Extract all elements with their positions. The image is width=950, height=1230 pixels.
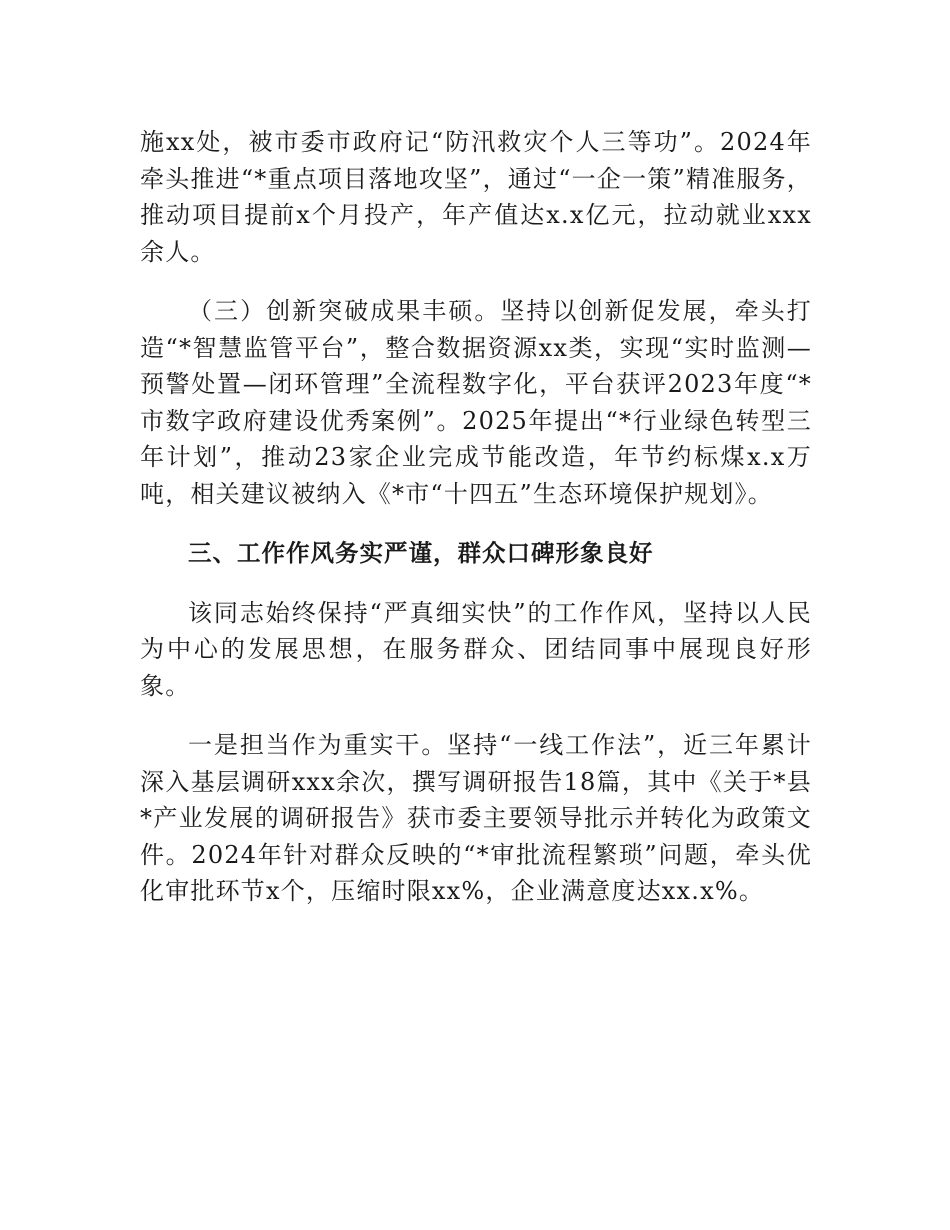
document-body (140, 124, 812, 933)
paragraph-innovation: （三）创新突破成果丰硕。坚持以创新促发展，牵头打造“*智慧监管平台”，整合数据资源xx类，实现“实时监测—预警处置—闭环管理”全流程数字化，平台获评2023年度“*市数字政府建设优秀案例”。2025年提出“*行业绿色转型三年计划”，推动23家企业完成节能改造，年节约标煤x.x万吨，相关建议被纳入《*市“十四五”生态环境保护规划》。 (140, 297, 812, 508)
section-heading-work-style: 三、工作作风务实严谨，群众口碑形象良好 (188, 539, 654, 567)
paragraph-hands-on: 一是担当作为重实干。坚持“一线工作法”，近三年累计深入基层调研xxx余次，撰写调研报告18篇，其中《关于*县*产业发展的调研报告》获市委主要领导批示并转化为政策文件。2024年针对群众反映的“*审批流程繁琐”问题，牵头优化审批环节x个，压缩时限xx%，企业满意度达xx.x%。 (140, 731, 812, 905)
paragraph-work-style-intro: 该同志始终保持“严真细实快”的工作作风，坚持以人民为中心的发展思想，在服务群众、团结同事中展现良好形象。 (140, 598, 812, 700)
paragraph-continuation: 施xx处，被市委市政府记“防汛救灾个人三等功”。2024年牵头推进“*重点项目落地攻坚”，通过“一企一策”精准服务，推动项目提前x个月投产，年产值达x.x亿元，拉动就业xxx余人。 (140, 128, 812, 266)
